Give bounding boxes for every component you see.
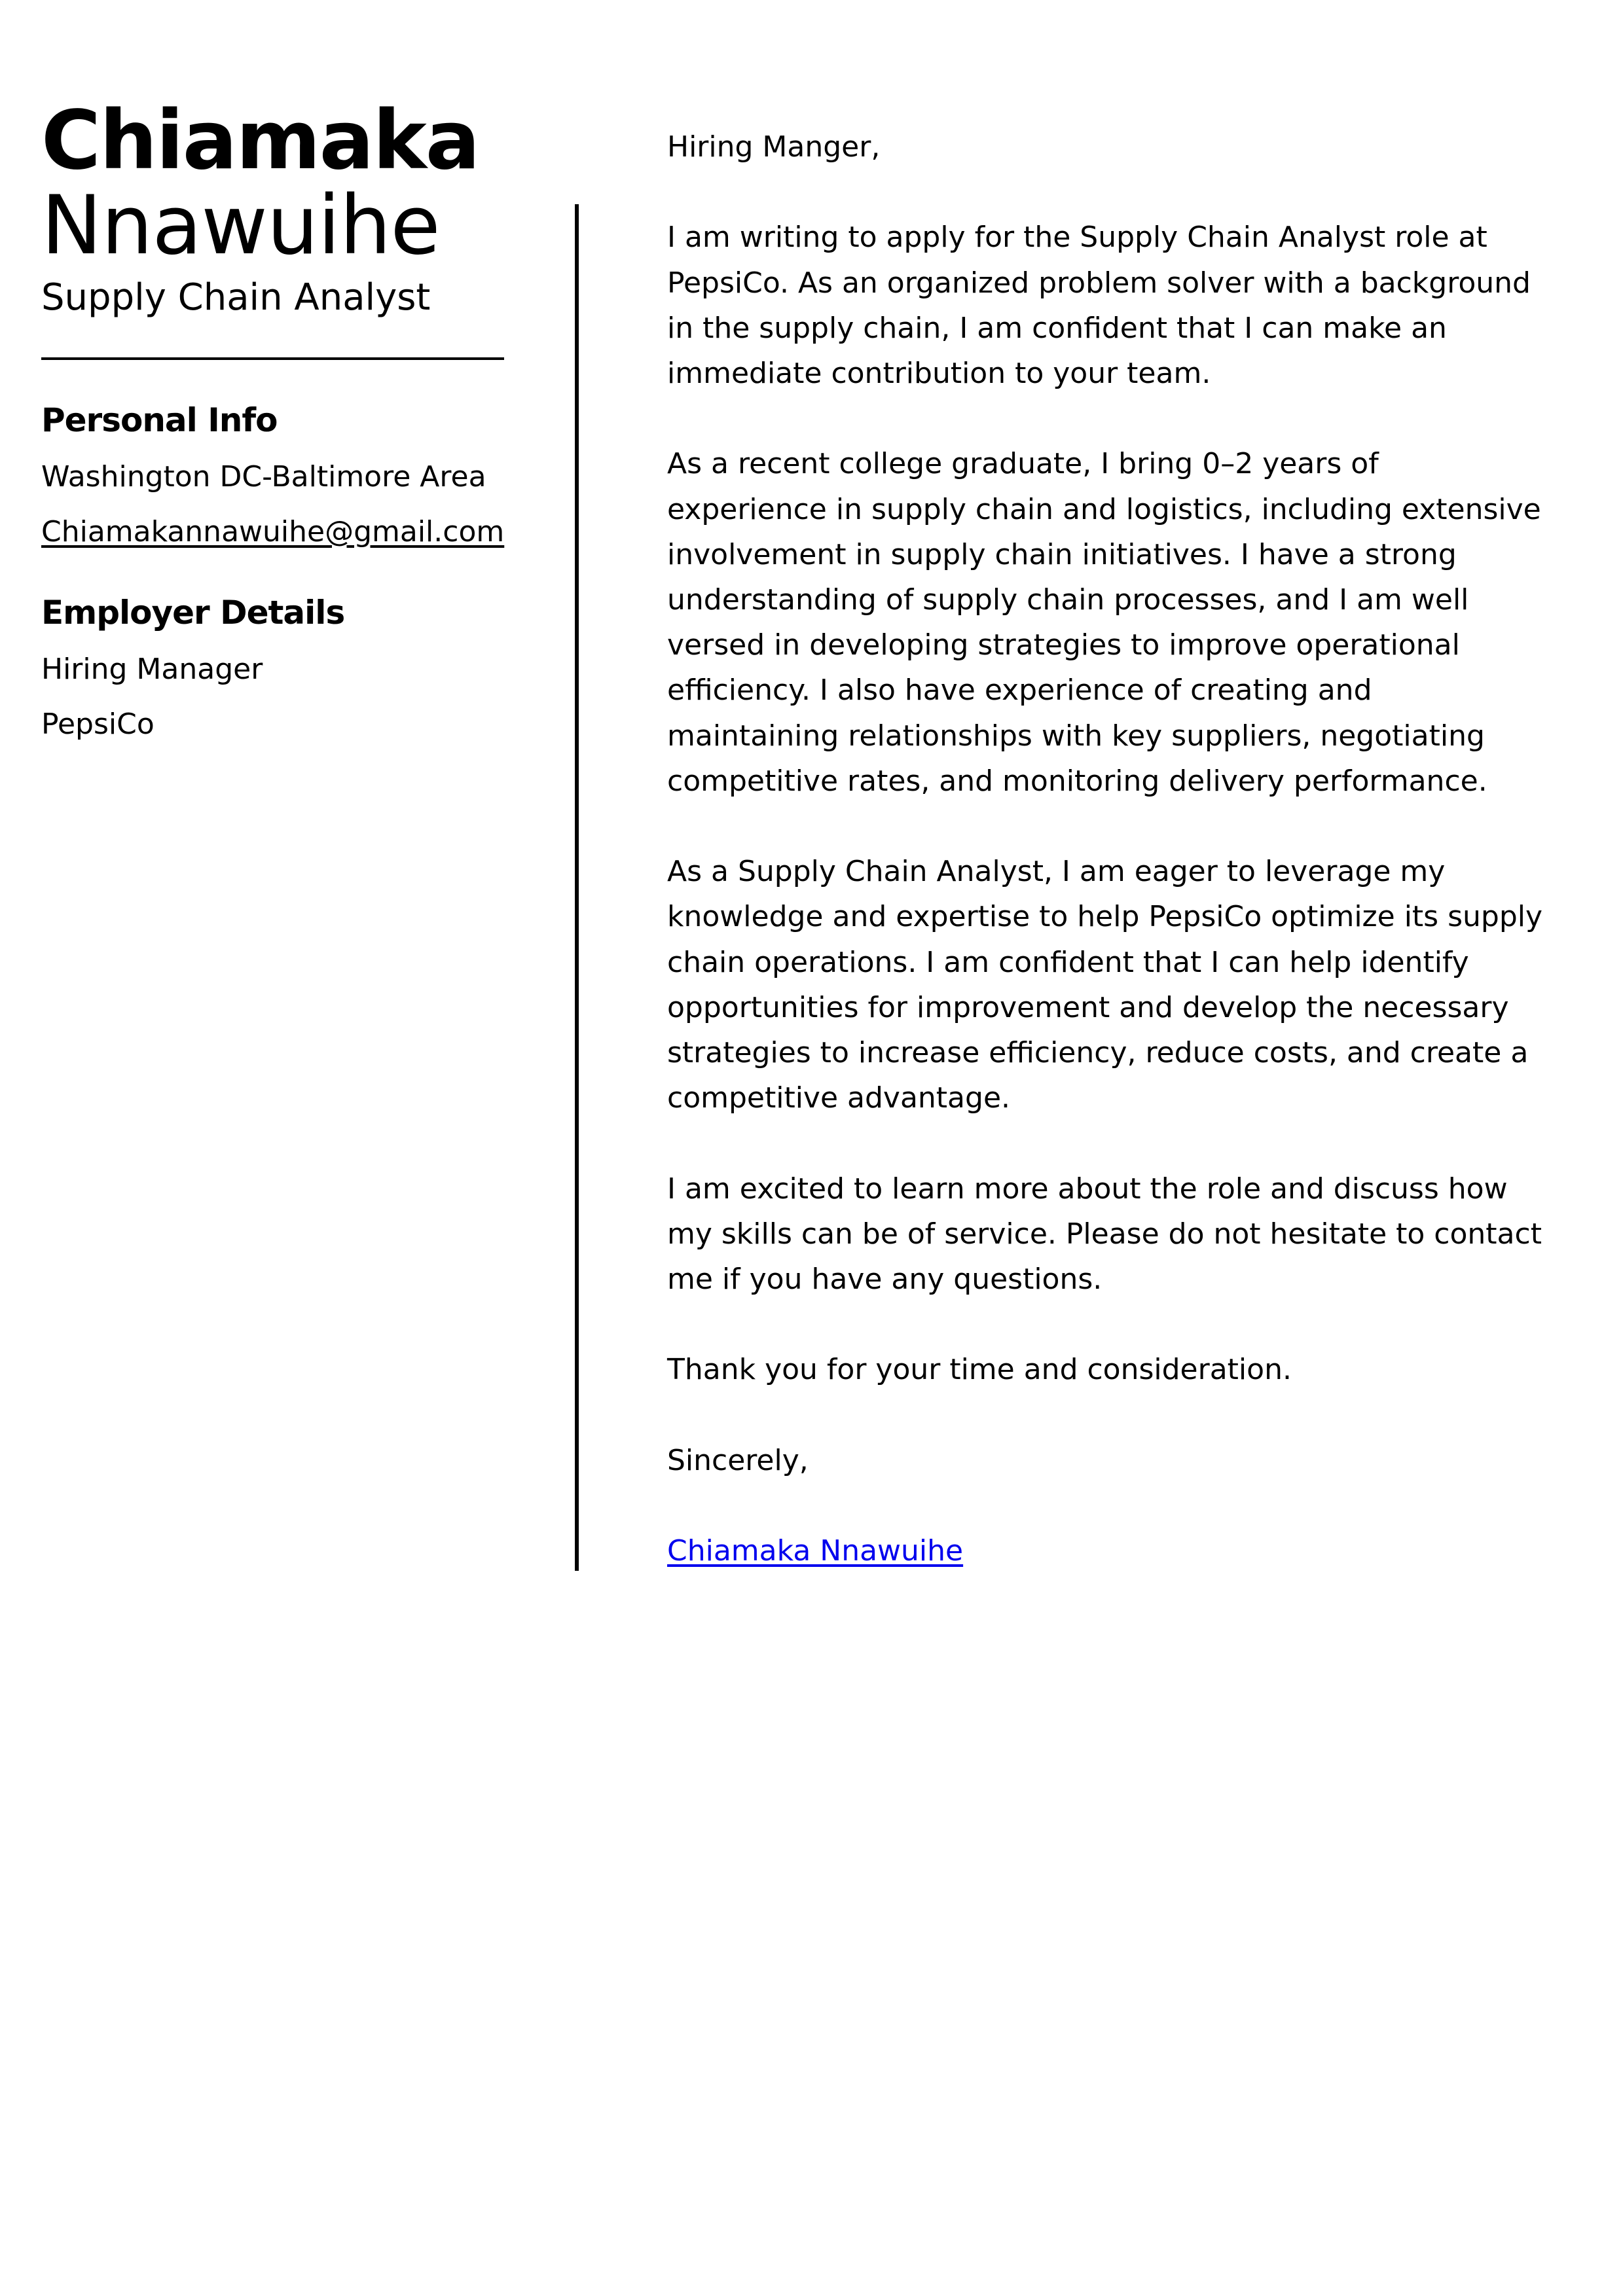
last-name: Nnawuihe	[41, 179, 440, 273]
closing: Sincerely,	[667, 1443, 809, 1477]
employer-company: PepsiCo	[41, 708, 155, 741]
salutation: Hiring Manger,	[667, 130, 881, 164]
personal-info-heading: Personal Info	[41, 401, 278, 439]
email-link[interactable]: Chiamakannawuihe@gmail.com	[41, 515, 505, 548]
signature-link[interactable]: Chiamaka Nnawuihe	[667, 1534, 964, 1568]
employer-contact: Hiring Manager	[41, 653, 263, 686]
letter-body	[667, 124, 1544, 1619]
letter-paragraph: As a Supply Chain Analyst, I am eager to leverage my knowledge and expertise to help PepsiCo optimize its supply chain operations. I am confident that I can help identify opportunities for improvement and develop the necessary strategies to increase efficiency, reduce costs, and create a competitive advantage.	[667, 855, 1543, 1115]
letter-paragraph: I am excited to learn more about the role and discuss how my skills can be of service. Please do not hesitate to contact me if you have any questions.	[667, 1172, 1542, 1297]
letter-paragraph: Thank you for your time and consideration.	[667, 1353, 1292, 1387]
letter-paragraph: I am writing to apply for the Supply Chain Analyst role at PepsiCo. As an organized problem solver with a background in the supply chain, I am confident that I can make an immediate contribution to your team.	[667, 221, 1531, 390]
sidebar	[41, 94, 506, 742]
location: Washington DC-Baltimore Area	[41, 460, 486, 493]
job-title: Supply Chain Analyst	[41, 276, 431, 319]
header-divider	[41, 357, 504, 360]
employer-details-heading: Employer Details	[41, 594, 345, 632]
letter-paragraph: As a recent college graduate, I bring 0–2 years of experience in supply chain and logistics, including extensive involvement in supply chain initiatives. I have a strong understanding of supply chain processes, and I am well versed in developing strategies to improve operational efficiency. I also have experience of creating and maintaining relationships with key suppliers, negotiating competitive rates, and monitoring delivery performance.	[667, 447, 1541, 798]
first-name: Chiamaka	[41, 94, 479, 188]
vertical-divider	[575, 204, 579, 1571]
